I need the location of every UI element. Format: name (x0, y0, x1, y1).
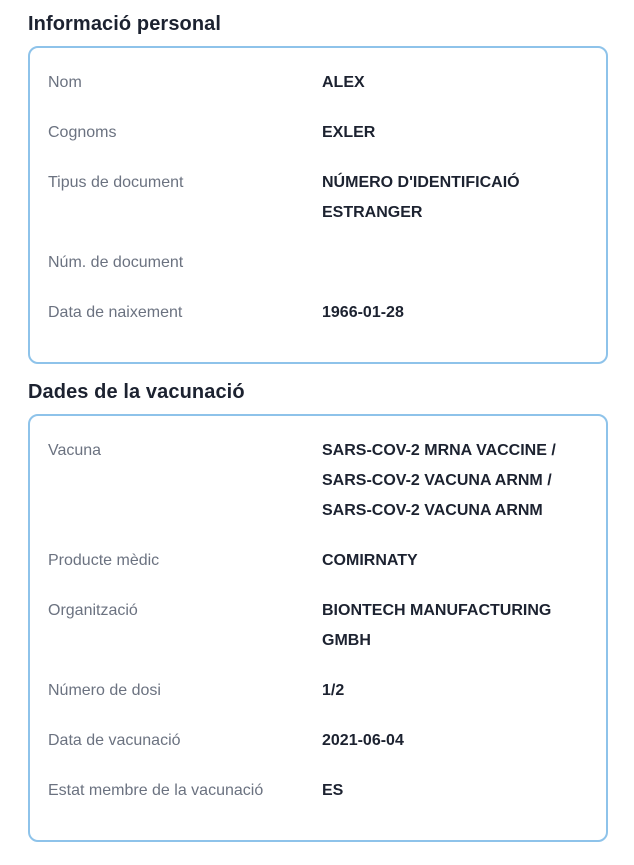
field-value: NÚMERO D'IDENTIFICAIÓ ESTRANGER (322, 174, 520, 221)
field-value: 2021-06-04 (322, 732, 404, 749)
vaccination-row-vaccine (30, 436, 606, 526)
field-label: Data de vacunació (48, 732, 181, 749)
vaccination-row-date (30, 726, 606, 756)
field-label: Nom (48, 74, 82, 91)
field-label: Núm. de document (48, 254, 184, 271)
personal-row-name (30, 68, 606, 98)
field-label: Organització (48, 602, 138, 619)
field-label: Tipus de document (48, 174, 184, 191)
vaccination-data-list (30, 436, 606, 826)
vaccination-row-medical-product (30, 546, 606, 576)
field-value: BIONTECH MANUFACTURING GMBH (322, 602, 552, 649)
field-label: Estat membre de la vacunació (48, 782, 264, 799)
personal-row-surname (30, 118, 606, 148)
personal-info-title: Informació personal (28, 13, 222, 35)
vaccination-data-card (28, 414, 608, 842)
field-label: Número de dosi (48, 682, 161, 699)
personal-row-birth-date (30, 298, 606, 328)
personal-info-list (30, 68, 606, 348)
vaccination-row-dose-number (30, 676, 606, 706)
field-value: SARS-COV-2 MRNA VACCINE / SARS-COV-2 VACUNA ARNM / SARS-COV-2 VACUNA ARNM (322, 442, 556, 519)
field-value: 1966-01-28 (322, 304, 404, 321)
field-value: 1/2 (322, 682, 345, 699)
personal-row-document-number (30, 248, 606, 278)
field-value: EXLER (322, 124, 376, 141)
personal-info-card (28, 46, 608, 364)
field-value: COMIRNATY (322, 552, 418, 569)
vaccination-row-organization (30, 596, 606, 656)
field-value: ALEX (322, 74, 365, 91)
field-label: Vacuna (48, 442, 102, 459)
vaccination-data-title: Dades de la vacunació (28, 381, 245, 403)
personal-row-document-type (30, 168, 606, 228)
field-label: Data de naixement (48, 304, 183, 321)
field-label: Producte mèdic (48, 552, 160, 569)
field-value: ES (322, 782, 344, 799)
field-label: Cognoms (48, 124, 117, 141)
vaccination-row-member-state (30, 776, 606, 806)
